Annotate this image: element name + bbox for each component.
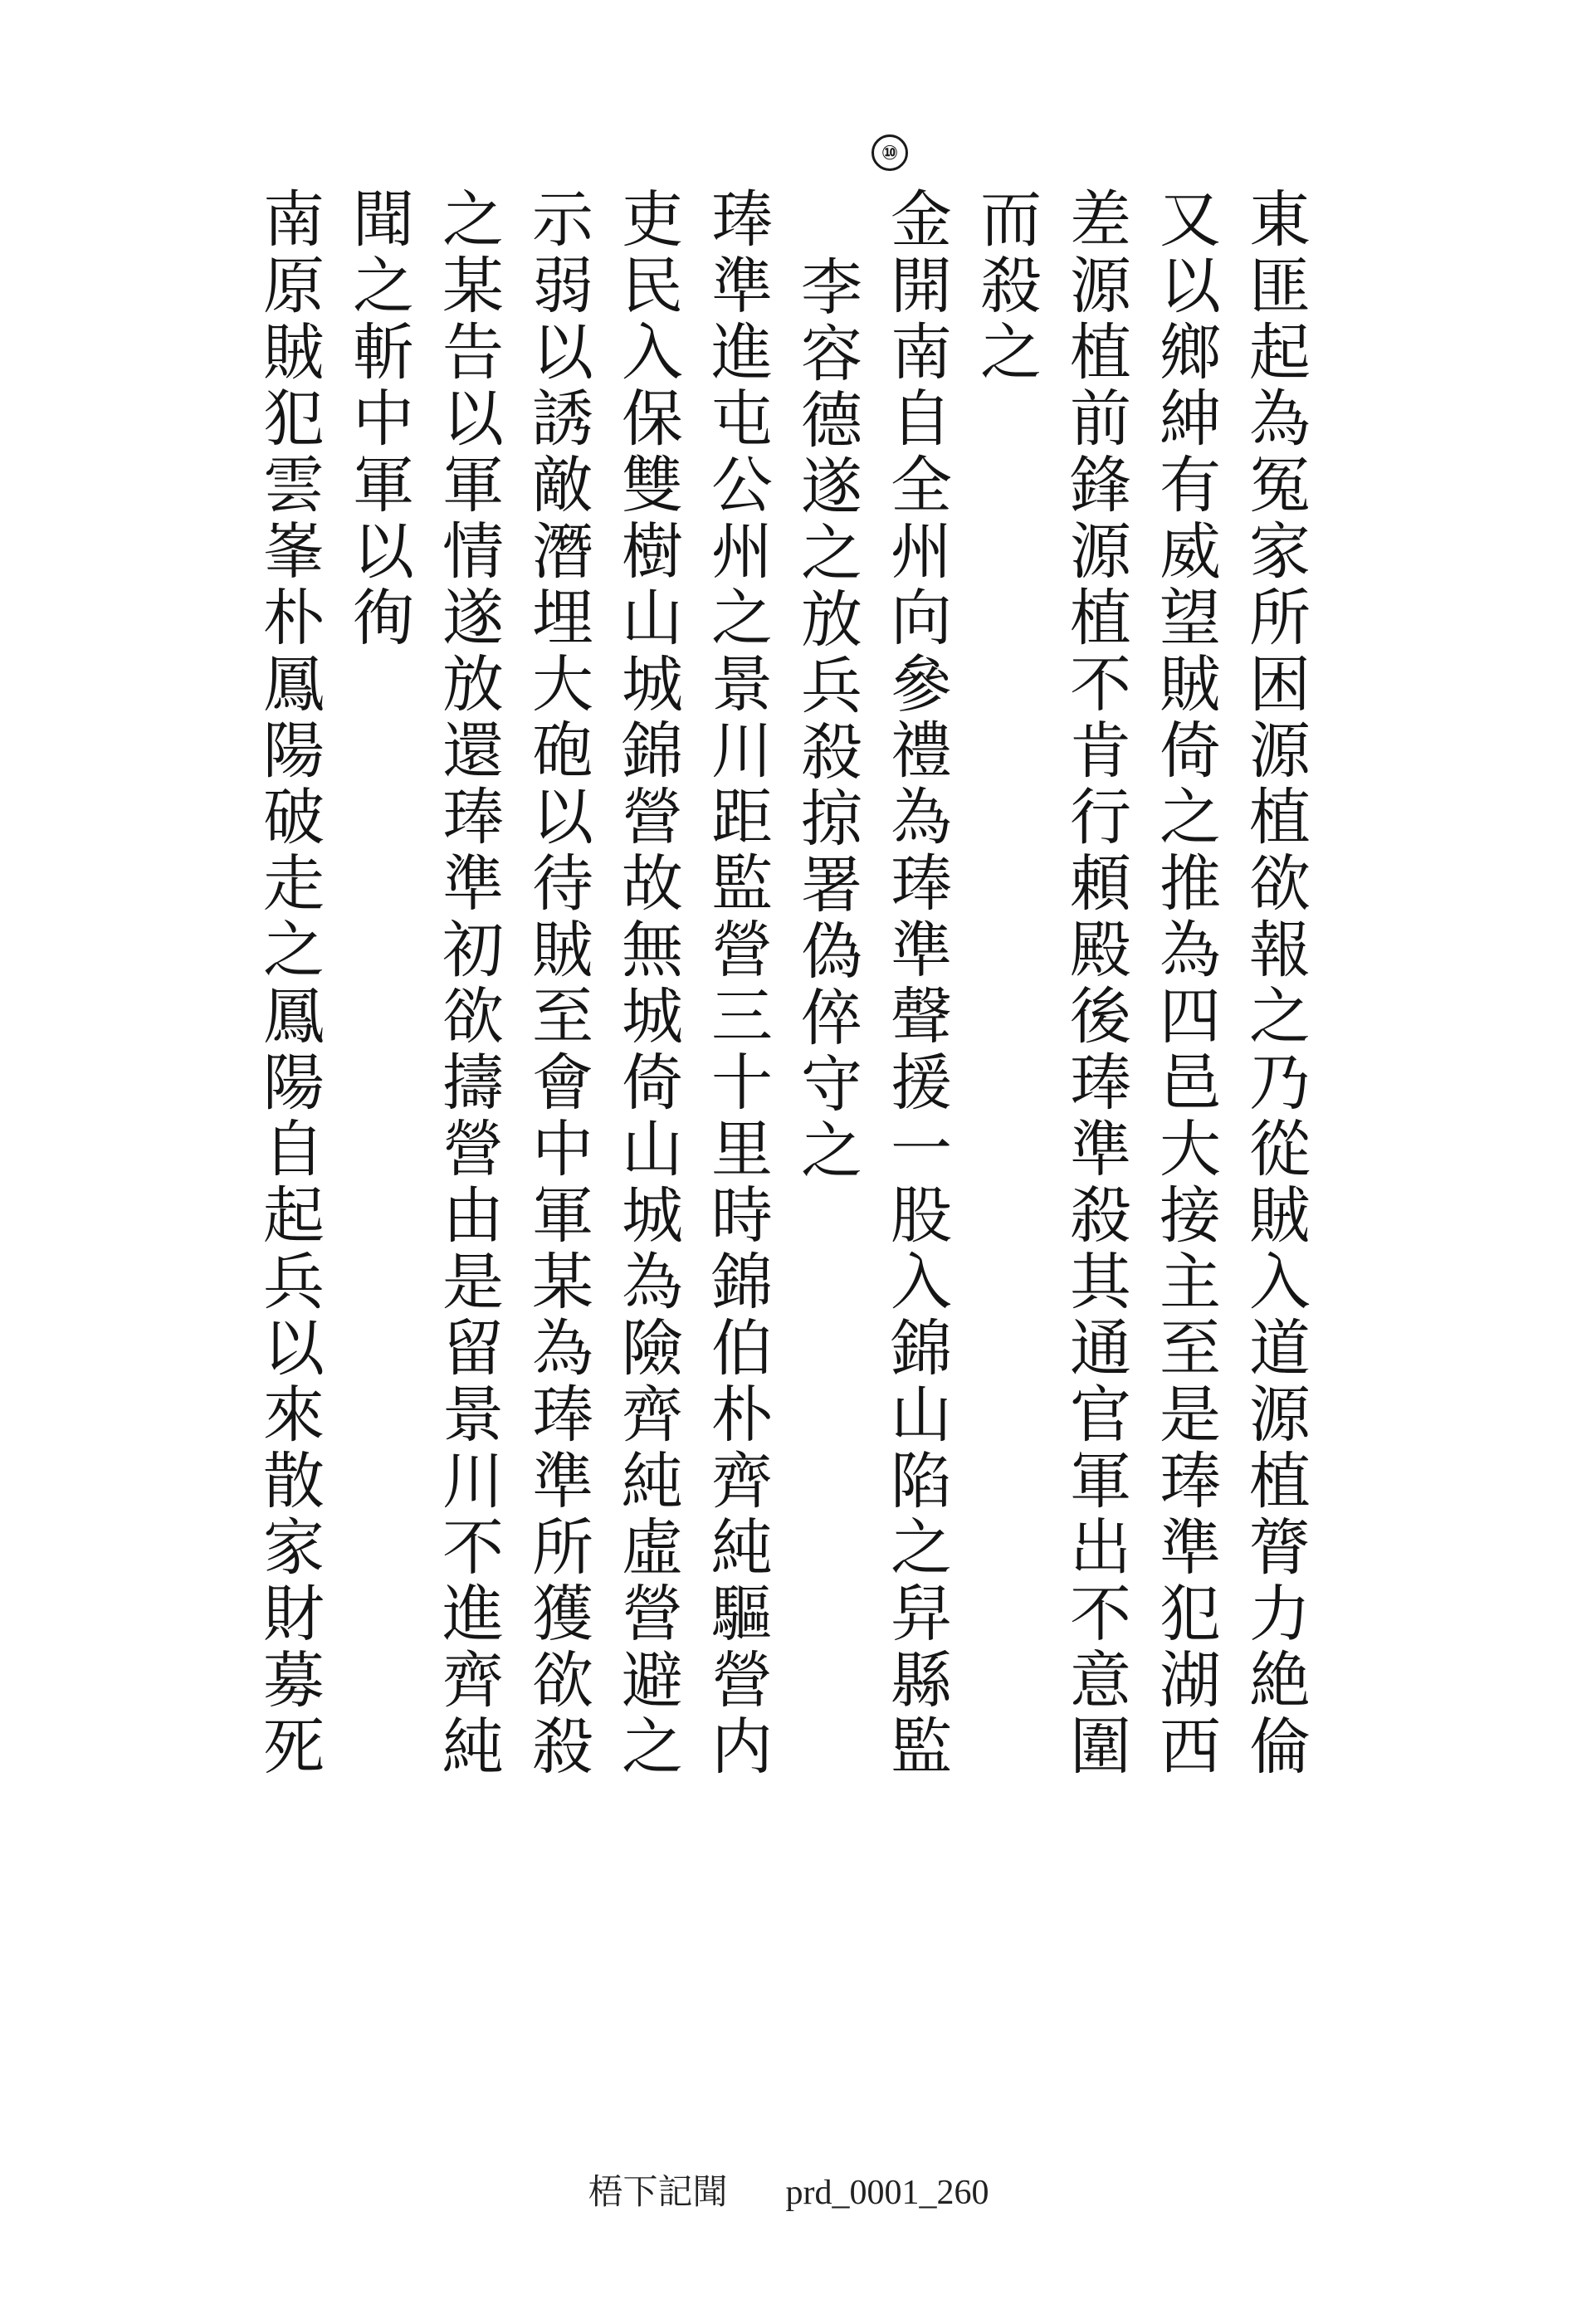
text-column-7: 琫準進屯公州之景川距監營三十里時錦伯朴齊純驅營内: [701, 187, 773, 1780]
text-column-11: 聞之斬中軍以徇: [343, 187, 414, 652]
text-column-1: 東匪起為冤家所困源植欲報之乃從賊入道源植膂力絶倫: [1239, 187, 1311, 1780]
vertical-text-body: [224, 187, 1320, 1814]
text-column-4: 而殺之: [970, 187, 1042, 386]
text-column-10: 之某告以軍情遂放還琫準初欲擣營由是留景川不進齊純: [432, 187, 504, 1780]
text-column-12: 南原賊犯雲峯朴鳳陽破走之鳳陽自起兵以來散家財募死: [253, 187, 325, 1780]
page-footer: [0, 2165, 1577, 2214]
page-number-marker: ⑩: [872, 134, 908, 171]
text-column-6: 李容德遂之放兵殺掠署偽倅守之: [791, 255, 862, 1184]
footer-document-id: prd_0001_260: [785, 2174, 989, 2212]
footer-title: 梧下記聞: [588, 2174, 728, 2212]
text-column-5: 金開南自全州向參禮為琫準聲援一股入錦山陷之舁縣監: [881, 187, 952, 1780]
text-column-8: 吏民入保雙樹山城錦營故無城倚山城為險齊純虛營避之: [612, 187, 683, 1780]
text-column-9: 示弱以誘敵潛埋大砲以待賊至會中軍某為琫準所獲欲殺: [522, 187, 593, 1780]
text-column-3: 差源植前鋒源植不肯行頼殿後琫準殺其通官軍出不意圍: [1060, 187, 1131, 1780]
text-column-2: 又以鄉紳有威望賊倚之推為四邑大接主至是琫準犯湖西: [1150, 187, 1221, 1780]
